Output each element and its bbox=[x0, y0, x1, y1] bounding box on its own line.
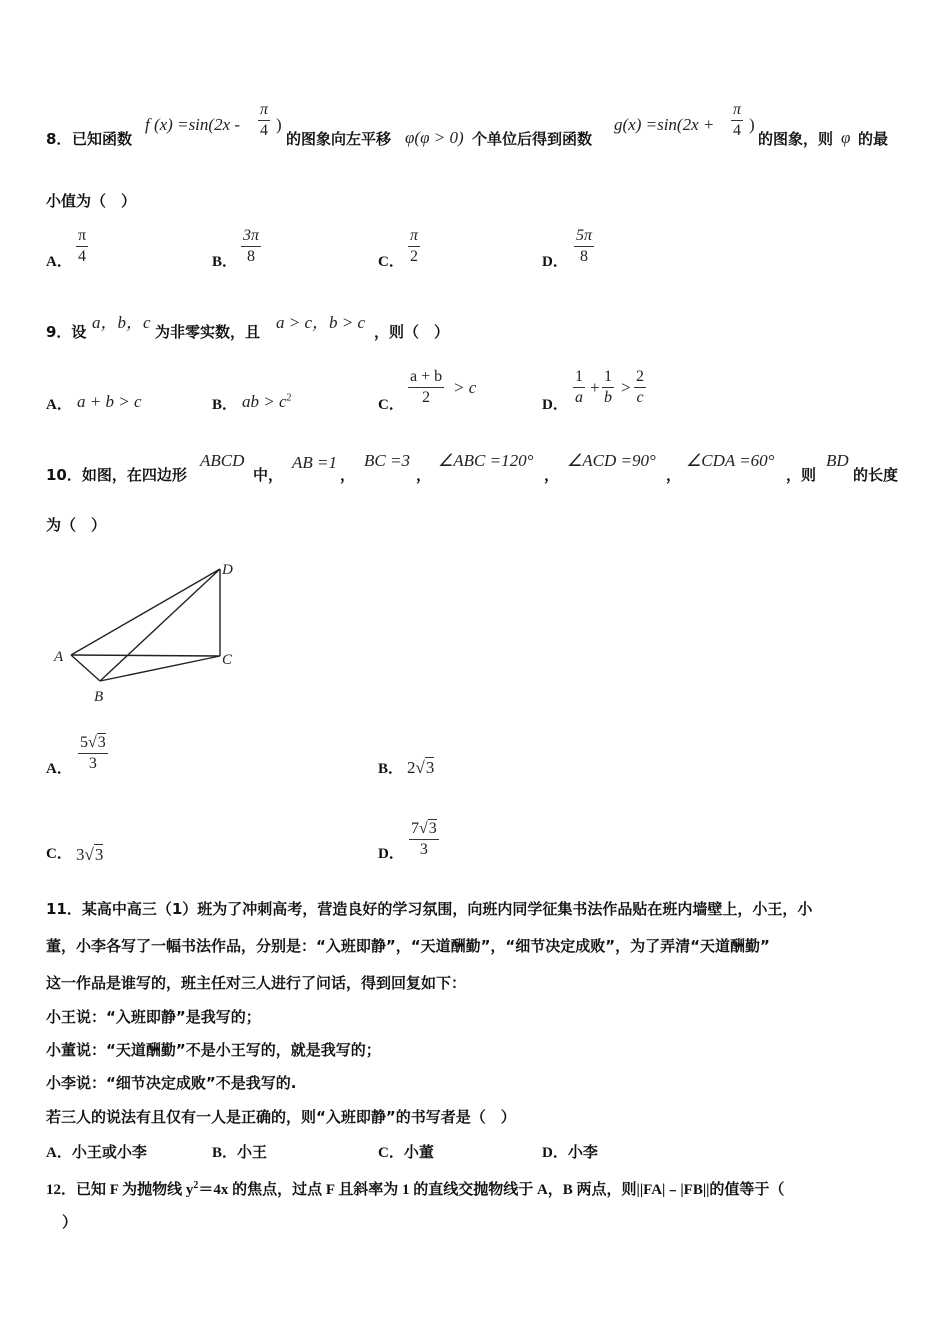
q10-option-d-value: $\frac{7√3}{3}$ bbox=[411, 820, 437, 858]
q9-text-1: 为非零实数，且 bbox=[155, 323, 261, 341]
q10-bd: BD bbox=[826, 451, 849, 470]
q11-option-a: A．小王或小李 bbox=[46, 1143, 147, 1161]
q8-option-c-label: C． bbox=[378, 254, 404, 270]
q10-text-then: ，则 bbox=[786, 466, 817, 484]
q10-comma-4: ， bbox=[666, 466, 682, 484]
q10-option-d-label: D． bbox=[378, 846, 404, 862]
q9-option-d-gt: > bbox=[621, 378, 631, 397]
q11-option-b: B．小王 bbox=[212, 1143, 268, 1161]
q8-option-a-label: A． bbox=[46, 254, 72, 270]
q10-comma-1: ， bbox=[340, 466, 356, 484]
figure-label-c: C bbox=[222, 652, 233, 668]
q8-text-3: 个单位后得到函数 bbox=[472, 130, 593, 148]
q9-option-d-frac-3: $\frac{2}{c}$ bbox=[636, 368, 644, 406]
q10-angle-acd: ∠ACD =90° bbox=[567, 451, 656, 470]
q9-option-d-frac-2: $\frac{1}{b}$ bbox=[604, 368, 612, 406]
q10-comma-3: ， bbox=[544, 466, 560, 484]
q9-option-a-expr: a + b > c bbox=[77, 392, 142, 411]
q8-f-expr: f (x) =sin(2x - bbox=[145, 115, 241, 134]
q9-option-d-frac-1: $\frac{1}{a}$ bbox=[575, 368, 583, 406]
q9-option-b-label: B． bbox=[212, 397, 238, 413]
q10-quadrilateral-figure bbox=[40, 550, 250, 710]
q8-option-d-value: $\frac{5\pi}{8}$ bbox=[576, 227, 593, 265]
q9-option-c-frac: $\frac{a + b}{2}$ bbox=[410, 368, 443, 406]
q8-option-c-value: $\frac{\pi}{2}$ bbox=[410, 227, 419, 265]
q9-option-a-label: A． bbox=[46, 397, 72, 413]
q11-option-d: D．小李 bbox=[542, 1143, 598, 1161]
figure-segment-bd bbox=[100, 569, 220, 681]
q9-option-c-label: C． bbox=[378, 397, 404, 413]
q10-ab: AB =1 bbox=[292, 453, 337, 472]
q11-line-4: 小王说：“入班即静”是我写的； bbox=[46, 1008, 261, 1026]
q8-g-close: ) bbox=[749, 115, 755, 134]
q10-comma-2: ， bbox=[416, 466, 432, 484]
q10-bc: BC =3 bbox=[364, 451, 410, 470]
q11-line-6: 小李说：“细节决定成败”不是我写的. bbox=[46, 1074, 297, 1092]
q9-option-d-label: D． bbox=[542, 397, 568, 413]
q12-line-2: ） bbox=[62, 1213, 78, 1231]
figure-segment-ac bbox=[71, 655, 220, 656]
q8-text-4: 的图象，则 bbox=[758, 130, 834, 148]
q8-text-1: 已知函数 bbox=[72, 130, 133, 148]
q8-g-frac: $\frac{\pi}{4}$ bbox=[733, 101, 742, 139]
q10-text-len: 的长度 bbox=[853, 466, 899, 484]
q8-phi-condition: φ(φ > 0) bbox=[405, 128, 464, 147]
q9-option-b-expr: ab > $c^2$ bbox=[242, 392, 292, 411]
q8-f-close: ) bbox=[276, 115, 282, 134]
q8-option-d-label: D． bbox=[542, 254, 568, 270]
figure-segment-ab bbox=[71, 655, 100, 681]
q10-option-c-value: 3√3 bbox=[76, 845, 104, 864]
figure-label-b: B bbox=[94, 689, 104, 705]
q9-option-d-plus: + bbox=[590, 378, 600, 397]
q11-line-3: 这一作品是谁写的，班主任对三人进行了问话，得到回复如下： bbox=[46, 974, 467, 992]
q11-line-1: 11．某高中高三（1）班为了冲刺高考，营造良好的学习氛围，向班内同学征集书法作品贴在班内墙壁上，小王，小 bbox=[46, 900, 813, 918]
q10-angle-cda: ∠CDA =60° bbox=[686, 451, 775, 470]
q10-option-a-label: A． bbox=[46, 761, 72, 777]
q8-text-2: 的图象向左平移 bbox=[286, 130, 392, 148]
figure-label-a: A bbox=[54, 649, 64, 665]
q10-line-2: 为（ ） bbox=[46, 516, 107, 534]
q12-line-1: 12．已知 F 为抛物线 $y^2=4x$ 的焦点，过点 F 且斜率为 1 的直线交抛物线于 A，B 两点，则||FA|﹣|FB||的值等于（ bbox=[46, 1180, 785, 1198]
q10-option-b-value: 2√3 bbox=[407, 758, 435, 777]
q9-vars: a，b，c bbox=[92, 313, 151, 332]
q8-text-5: 的最 bbox=[858, 130, 889, 148]
q11-line-5: 小董说：“天道酬勤”不是小王写的，就是我写的； bbox=[46, 1041, 381, 1059]
figure-segment-bc bbox=[100, 656, 220, 681]
q11-line-7: 若三人的说法有且仅有一人是正确的，则“入班即静”的书写者是（ ） bbox=[46, 1108, 516, 1126]
q10-option-b-label: B． bbox=[378, 761, 404, 777]
q10-option-c-label: C． bbox=[46, 846, 72, 862]
q10-option-a-value: $\frac{5√3}{3}$ bbox=[80, 734, 106, 772]
q10-number: 10．如图，在四边形 bbox=[46, 466, 187, 484]
q8-option-b-value: $\frac{3\pi}{8}$ bbox=[243, 227, 260, 265]
q8-phi: φ bbox=[841, 128, 851, 147]
figure-segment-ad bbox=[71, 569, 220, 655]
q9-number: 9．设 bbox=[46, 323, 87, 341]
q11-line-2: 董，小李各写了一幅书法作品，分别是：“入班即静”，“天道酬勤”，“细节决定成败”，为了弄清“天道酬勤” bbox=[46, 937, 770, 955]
q8-option-a-value: $\frac{\pi}{4}$ bbox=[78, 227, 87, 265]
q10-angle-abc: ∠ABC =120° bbox=[438, 451, 534, 470]
q8-option-b-label: B． bbox=[212, 254, 238, 270]
q8-g-expr: g(x) =sin(2x + bbox=[614, 115, 715, 134]
q10-quad: ABCD bbox=[200, 451, 245, 470]
q10-text-in: 中， bbox=[253, 466, 284, 484]
q9-text-2: ，则（ ） bbox=[374, 323, 450, 341]
q9-condition: a > c，b > c bbox=[276, 313, 366, 332]
q11-option-c: C．小董 bbox=[378, 1143, 434, 1161]
q8-number: 8． bbox=[46, 130, 72, 148]
q8-f-frac: $\frac{\pi}{4}$ bbox=[260, 101, 269, 139]
q9-option-c-rest: > c bbox=[453, 378, 477, 397]
q8-line-2: 小值为（ ） bbox=[46, 192, 137, 210]
figure-label-d: D bbox=[222, 562, 233, 578]
